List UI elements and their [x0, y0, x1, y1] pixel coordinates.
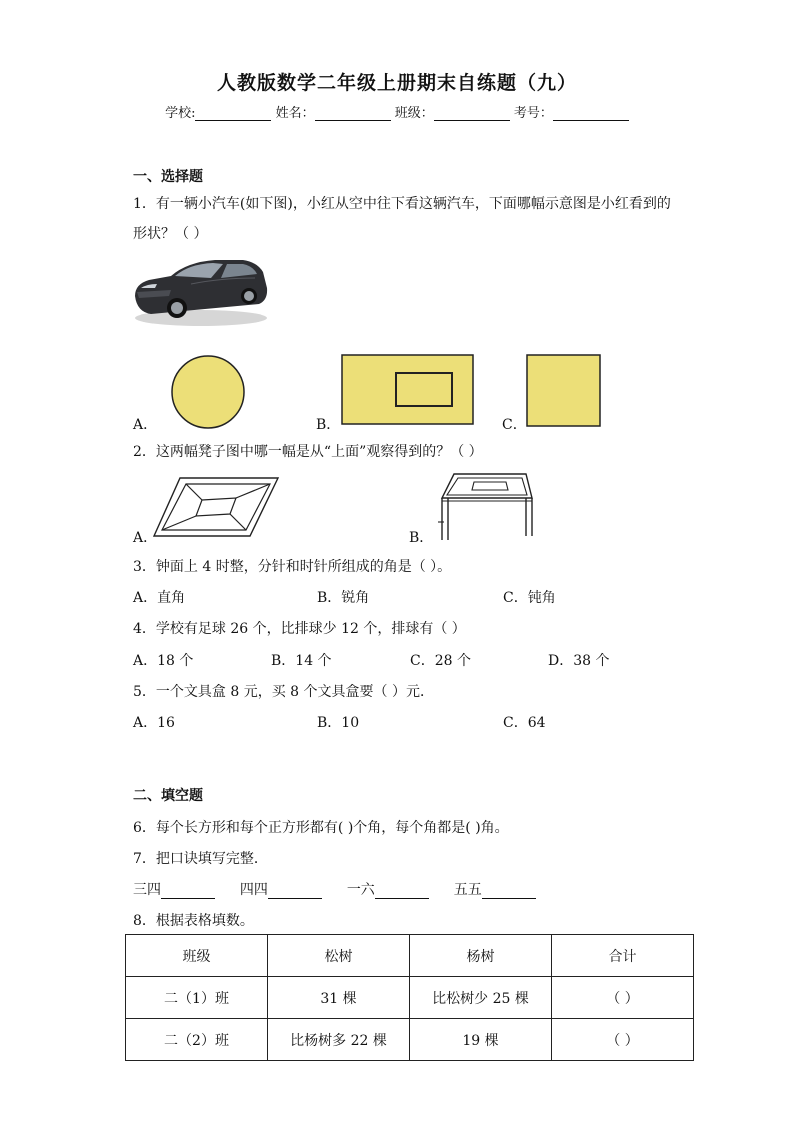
table-header-cell: 松树: [268, 935, 410, 977]
table-header-cell: 杨树: [410, 935, 552, 977]
table-answer-cell[interactable]: （ ）: [552, 977, 694, 1019]
rhyme-item-3: 一六: [346, 882, 375, 898]
table-answer-cell[interactable]: （ ）: [552, 1019, 694, 1061]
question-5: 5．一个文具盒 8 元，买 8 个文具盒要（ ）元．: [133, 684, 434, 700]
table-cell: 二（1）班: [126, 977, 268, 1019]
q5-option-a[interactable]: A．16: [133, 715, 175, 731]
table-cell: 19 棵: [410, 1019, 552, 1061]
question-3: 3．钟面上 4 时整，分针和时针所组成的角是（ ）。: [133, 559, 452, 575]
section-heading-choice: 一、选择题: [133, 169, 203, 185]
circle-shape-icon: [170, 354, 248, 430]
school-blank[interactable]: [195, 106, 271, 121]
name-blank[interactable]: [315, 106, 391, 121]
page-title: 人教版数学二年级上册期末自练题（九）: [216, 72, 577, 94]
tree-count-table: [125, 934, 694, 1061]
table-cell: 二（2）班: [126, 1019, 268, 1061]
rhyme-item-1: 三四: [133, 882, 161, 898]
exam-no-blank[interactable]: [553, 106, 629, 121]
table-cell: 比杨树多 22 棵: [268, 1019, 410, 1061]
square-shape-icon: [526, 354, 602, 428]
rhyme-blank-4[interactable]: [482, 884, 536, 899]
multiplication-rhymes-row: [133, 879, 536, 899]
rhyme-blank-1[interactable]: [161, 884, 215, 899]
question-7: 7．把口诀填写完整．: [133, 851, 268, 867]
q4-option-a[interactable]: A．18 个: [133, 653, 194, 669]
school-label: 学校:: [165, 106, 196, 121]
q1-option-a-label[interactable]: A．: [133, 417, 158, 433]
table-cell: 31 棵: [268, 977, 410, 1019]
q3-option-c[interactable]: C．钝角: [503, 590, 556, 606]
table-header-cell: 班级: [126, 935, 268, 977]
q5-option-c[interactable]: C．64: [503, 715, 546, 731]
rectangle-with-inner-rectangle-icon: [341, 354, 475, 426]
q4-option-d[interactable]: D．38 个: [548, 653, 610, 669]
rhyme-blank-3[interactable]: [375, 884, 429, 899]
table-row: [126, 1019, 694, 1061]
stool-top-view-icon: [150, 472, 280, 542]
question-4: 4．学校有足球 26 个，比排球少 12 个，排球有（ ）: [133, 621, 466, 637]
section-heading-fill-in: 二、填空题: [133, 788, 203, 804]
table-row: [126, 977, 694, 1019]
q2-option-a-label[interactable]: A．: [133, 530, 158, 546]
question-8: 8．根据表格填数。: [133, 913, 254, 929]
q1-option-b-label[interactable]: B．: [316, 417, 341, 433]
q2-option-b-label[interactable]: B．: [409, 530, 434, 546]
table-header-cell: 合计: [552, 935, 694, 977]
question-6: 6．每个长方形和每个正方形都有( )个角，每个角都是( )角。: [133, 820, 509, 836]
car-image: [131, 248, 271, 328]
student-info-line: [0, 102, 794, 121]
exam-no-label: 考号：: [513, 106, 553, 121]
name-label: 姓名：: [275, 106, 315, 121]
table-header-row: [126, 935, 694, 977]
q3-option-a[interactable]: A．直角: [133, 590, 186, 606]
stool-perspective-view-icon: [434, 470, 534, 544]
rhyme-blank-2[interactable]: [268, 884, 322, 899]
rhyme-item-2: 四四: [239, 882, 268, 898]
q1-option-c-label[interactable]: C．: [502, 417, 527, 433]
q4-option-b[interactable]: B．14 个: [271, 653, 332, 669]
class-blank[interactable]: [434, 106, 510, 121]
q3-option-b[interactable]: B．锐角: [317, 590, 370, 606]
q5-option-b[interactable]: B．10: [317, 715, 360, 731]
question-2: 2．这两幅凳子图中哪一幅是从“上面”观察得到的？（ ）: [133, 444, 483, 460]
question-1-line2: 形状？（ ）: [133, 226, 208, 242]
question-1-line1: 1．有一辆小汽车(如下图)，小红从空中往下看这辆汽车，下面哪幅示意图是小红看到的: [133, 196, 671, 212]
rhyme-item-4: 五五: [453, 882, 482, 898]
q4-option-c[interactable]: C．28 个: [410, 653, 471, 669]
table-cell: 比松树少 25 棵: [410, 977, 552, 1019]
class-label: 班级：: [394, 106, 434, 121]
